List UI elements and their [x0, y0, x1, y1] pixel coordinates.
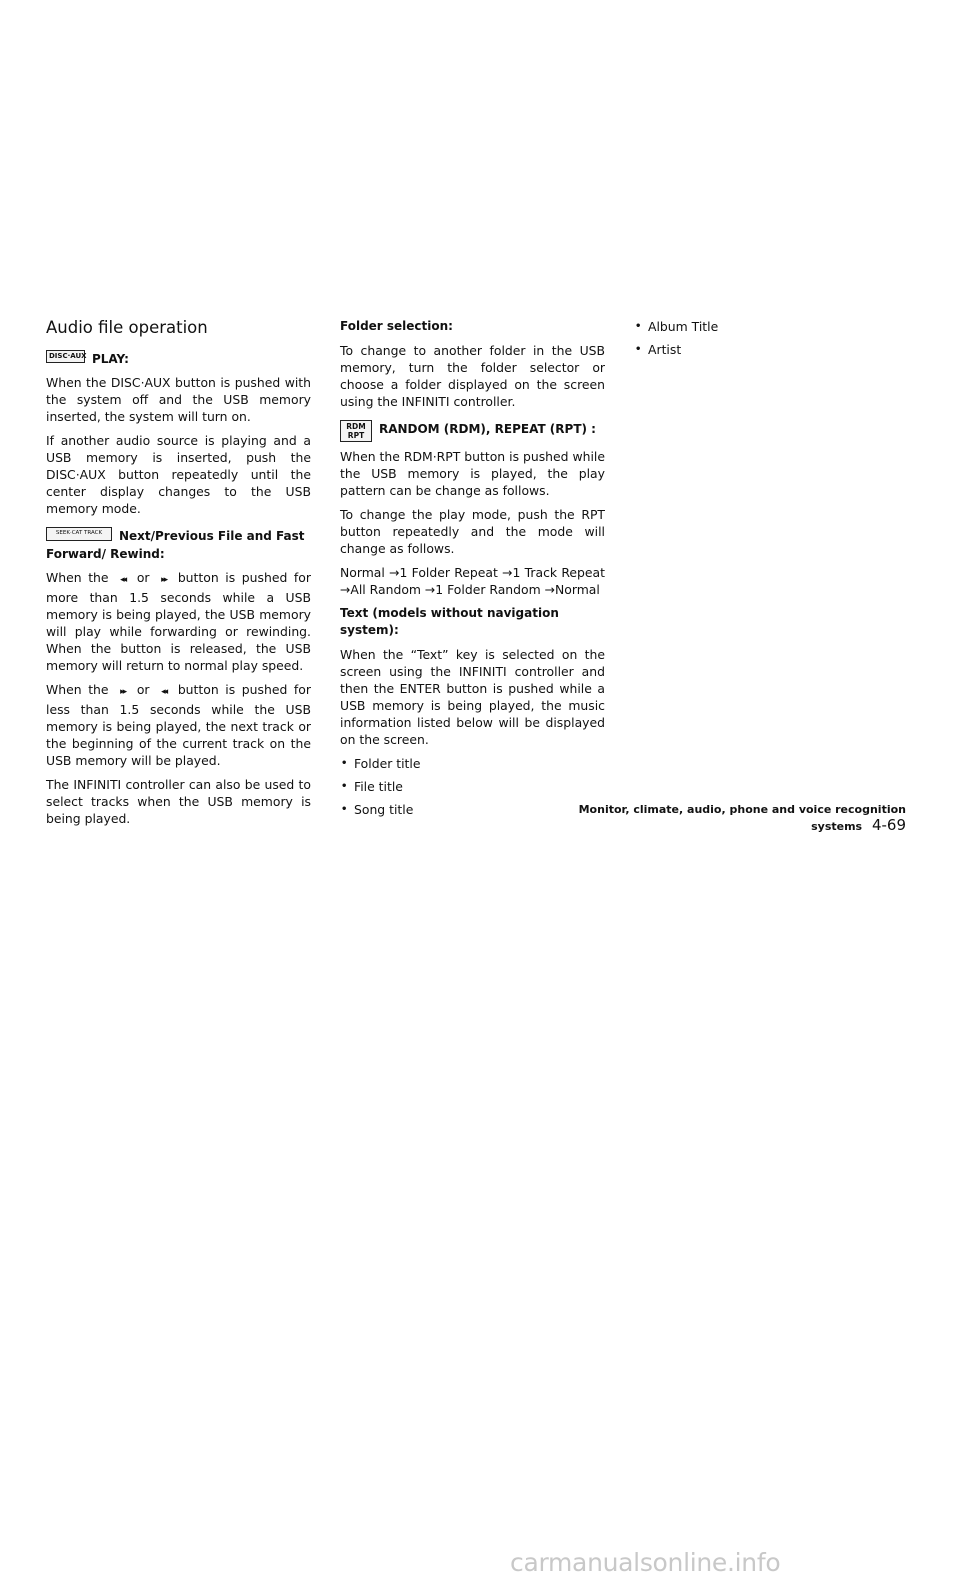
rpt-icon-line: RPT [347, 431, 365, 440]
play-heading-label: PLAY: [91, 352, 129, 366]
column-2 [340, 318, 605, 824]
previous-track-icon: ◂◂ [161, 687, 167, 697]
disc-aux-button-icon: DISC·AUX [46, 350, 85, 363]
page-number: 4-69 [871, 816, 906, 834]
random-paragraph-1: When the RDM·RPT button is pushed while the USB memory is played, the play pattern can be change as follows. [340, 449, 605, 498]
next-track-icon: ▸▸ [120, 687, 126, 697]
seek-p2-pre: When the [46, 682, 109, 697]
play-heading [46, 350, 311, 368]
next-track-icon: ▸▸ [161, 575, 167, 585]
folder-heading: Folder selection: [340, 319, 453, 333]
column-1 [46, 318, 311, 834]
seek-paragraph-3: The INFINITI controller can also be used to select tracks when the USB memory is being played. [46, 777, 311, 826]
list-item: • Song title [340, 801, 605, 818]
rdm-icon-line: RDM [346, 422, 366, 431]
seek-paragraph-1 [46, 569, 311, 674]
seek-paragraph-2 [46, 681, 311, 769]
random-heading [340, 420, 605, 442]
seek-track-button-icon: SEEK·CAT TRACK [46, 527, 112, 541]
folder-paragraph-1: To change to another folder in the USB memory, turn the folder selector or choose a folder displayed on the screen using the INFINITI controller. [340, 343, 605, 409]
watermark: carmanualsonline.info [510, 1548, 781, 1577]
text-heading: Text (models without navigation system): [340, 606, 559, 637]
list-item: • File title [340, 778, 605, 795]
random-paragraph-2: To change the play mode, push the RPT button repeatedly and the mode will change as follows. [340, 507, 605, 556]
text-info-list-continued [634, 318, 899, 358]
play-paragraph-1: When the DISC·AUX button is pushed with the system off and the USB memory inserted, the system will turn on. [46, 375, 311, 424]
random-heading-label: RANDOM (RDM), REPEAT (RPT) : [378, 422, 596, 436]
play-paragraph-2: If another audio source is playing and a USB memory is inserted, push the DISC·AUX button repeatedly until the center display changes to the USB memory mode. [46, 433, 311, 516]
section-title: Audio file operation [46, 318, 208, 337]
seek-p1-post: button is pushed for more than 1.5 seconds while a USB memory is being played, the USB memory will play while forwarding or rewinding. When the button is released, the USB memory will return to normal play speed. [46, 570, 311, 673]
random-paragraph-3: Normal →1 Folder Repeat →1 Track Repeat →All Random →1 Folder Random →Normal [340, 565, 605, 597]
previous-track-icon: ◂◂ [120, 575, 126, 585]
page-footer [526, 803, 906, 834]
seek-p2-mid: or [136, 682, 150, 697]
text-paragraph-1: When the “Text” key is selected on the screen using the INFINITI controller and then the ENTER button is pushed while a USB memory is being played, the music information listed below will be displayed on the screen. [340, 647, 605, 747]
column-3 [634, 318, 899, 364]
list-item: • Folder title [340, 755, 605, 772]
seek-p2-post: button is pushed for less than 1.5 seconds while the USB memory is being played, the next track or the beginning of the current track on the USB memory will be played. [46, 682, 311, 768]
seek-heading [46, 527, 311, 563]
rdm-rpt-button-icon [340, 420, 372, 442]
list-item: • Artist [634, 341, 899, 358]
seek-heading-label: Next/Previous File and Fast Forward/ Rewind: [46, 529, 305, 561]
seek-p1-pre: When the [46, 570, 109, 585]
list-item: • Album Title [634, 318, 899, 335]
seek-p1-mid: or [136, 570, 150, 585]
footer-section-title: Monitor, climate, audio, phone and voice recognition systems [578, 803, 906, 833]
